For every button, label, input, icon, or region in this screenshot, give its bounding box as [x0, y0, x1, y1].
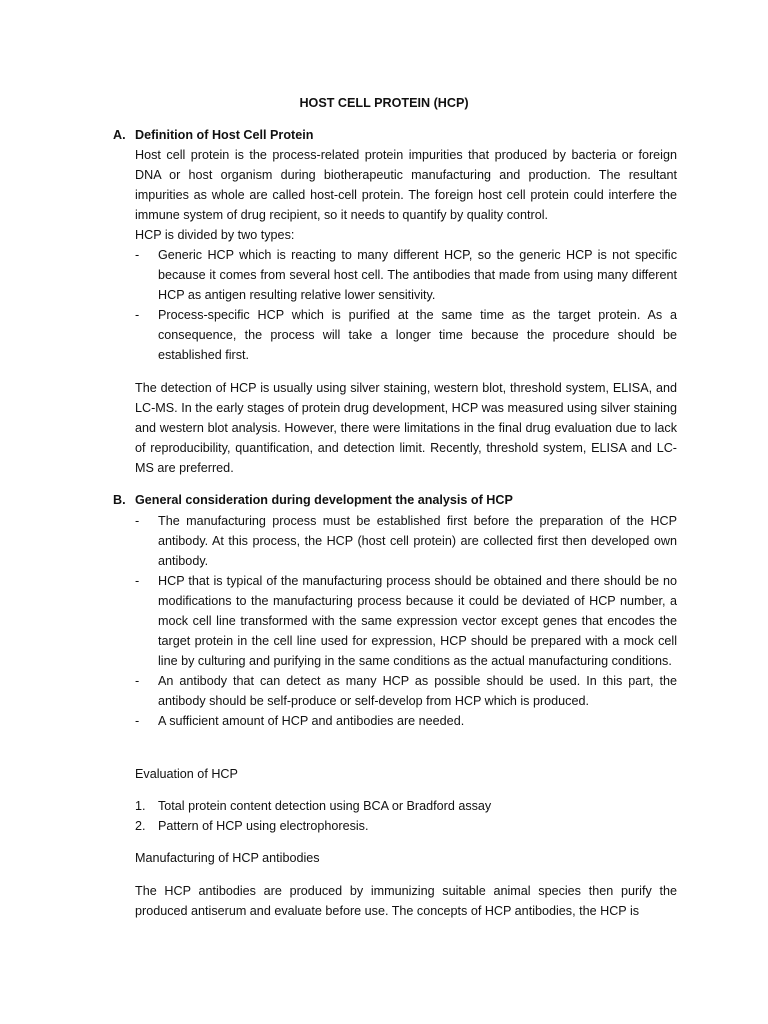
- list-item-text: HCP that is typical of the manufacturing process should be obtained and there should be no modifications to the manufacturing process because it could be deviated of HCP number, a mock cell line transformed with the same expression vector except genes that encodes the target protein in the cell line used for expression, HCP should be prepared with a mock cell line by culturing and purifying in the same conditions as the actual manufacturing conditions.: [158, 574, 677, 668]
- section-b-heading: [113, 490, 683, 510]
- list-item-text: An antibody that can detect as many HCP as possible should be used. In this part, the antibody should be self-produce or self-develop from HCP which is produced.: [158, 674, 677, 708]
- list-item: [135, 796, 677, 816]
- considerations-list: [135, 511, 677, 731]
- section-b-marker: B.: [113, 493, 126, 507]
- bullet-dash: -: [135, 674, 140, 688]
- list-item-text: Total protein content detection using BCA or Bradford assay: [158, 799, 492, 813]
- bullet-dash: -: [135, 514, 140, 528]
- manufacturing-heading: Manufacturing of HCP antibodies: [135, 851, 320, 865]
- list-item-text: Process-specific HCP which is purified at the same time as the target protein. As a consequence, the process will take a longer time because the procedure should be established first.: [158, 308, 677, 362]
- list-item-text: Pattern of HCP using electrophoresis.: [158, 819, 369, 833]
- section-a-paragraph: Host cell protein is the process-related protein impurities that produced by bacteria or foreign DNA or host organism during biotherapeutic manufacturing and production. The resultant impurities as whole are called host-cell protein. The foreign host cell protein could interfere the immune system of drug recipient, so it needs to quantify by quality control.: [135, 148, 677, 222]
- evaluation-list: [135, 796, 677, 836]
- list-item: [135, 671, 677, 711]
- list-item: [135, 305, 677, 365]
- bullet-dash: -: [135, 574, 140, 588]
- section-b-title: General consideration during development the analysis of HCP: [135, 493, 513, 507]
- hcp-types-list: [135, 245, 677, 365]
- bullet-dash: -: [135, 248, 140, 262]
- list-number: 1.: [135, 799, 146, 813]
- list-item: [135, 511, 677, 571]
- bullet-dash: -: [135, 308, 140, 322]
- section-a-marker: A.: [113, 128, 126, 142]
- list-item-text: Generic HCP which is reacting to many different HCP, so the generic HCP is not specific because it comes from several host cell. The antibodies that made from using many different HCP as antigen resulting relative lower sensitivity.: [158, 248, 677, 302]
- section-a-title: Definition of Host Cell Protein: [135, 128, 314, 142]
- list-item: [135, 711, 677, 731]
- types-intro: HCP is divided by two types:: [135, 228, 295, 242]
- list-number: 2.: [135, 819, 146, 833]
- manufacturing-paragraph: The HCP antibodies are produced by immunizing suitable animal species then purify the produced antiserum and evaluate before use. The concepts of HCP antibodies, the HCP is: [135, 884, 677, 918]
- detection-paragraph: The detection of HCP is usually using silver staining, western blot, threshold system, ELISA, and LC-MS. In the early stages of protein drug development, HCP was measured using silver staining and western blot analysis. However, there were limitations in the final drug evaluation due to lack of reproducibility, quantification, and detection limit. Recently, threshold system, ELISA and LC-MS are preferred.: [135, 381, 677, 475]
- evaluation-heading: Evaluation of HCP: [135, 767, 238, 781]
- list-item-text: The manufacturing process must be established first before the preparation of the HCP antibody. At this process, the HCP (host cell protein) are collected first then developed own antibody.: [158, 514, 677, 568]
- list-item: [135, 571, 677, 671]
- list-item-text: A sufficient amount of HCP and antibodies are needed.: [158, 714, 465, 728]
- page-title: HOST CELL PROTEIN (HCP): [299, 96, 469, 110]
- list-item: [135, 245, 677, 305]
- list-item: [135, 816, 677, 836]
- section-a-heading: [113, 125, 683, 145]
- bullet-dash: -: [135, 714, 140, 728]
